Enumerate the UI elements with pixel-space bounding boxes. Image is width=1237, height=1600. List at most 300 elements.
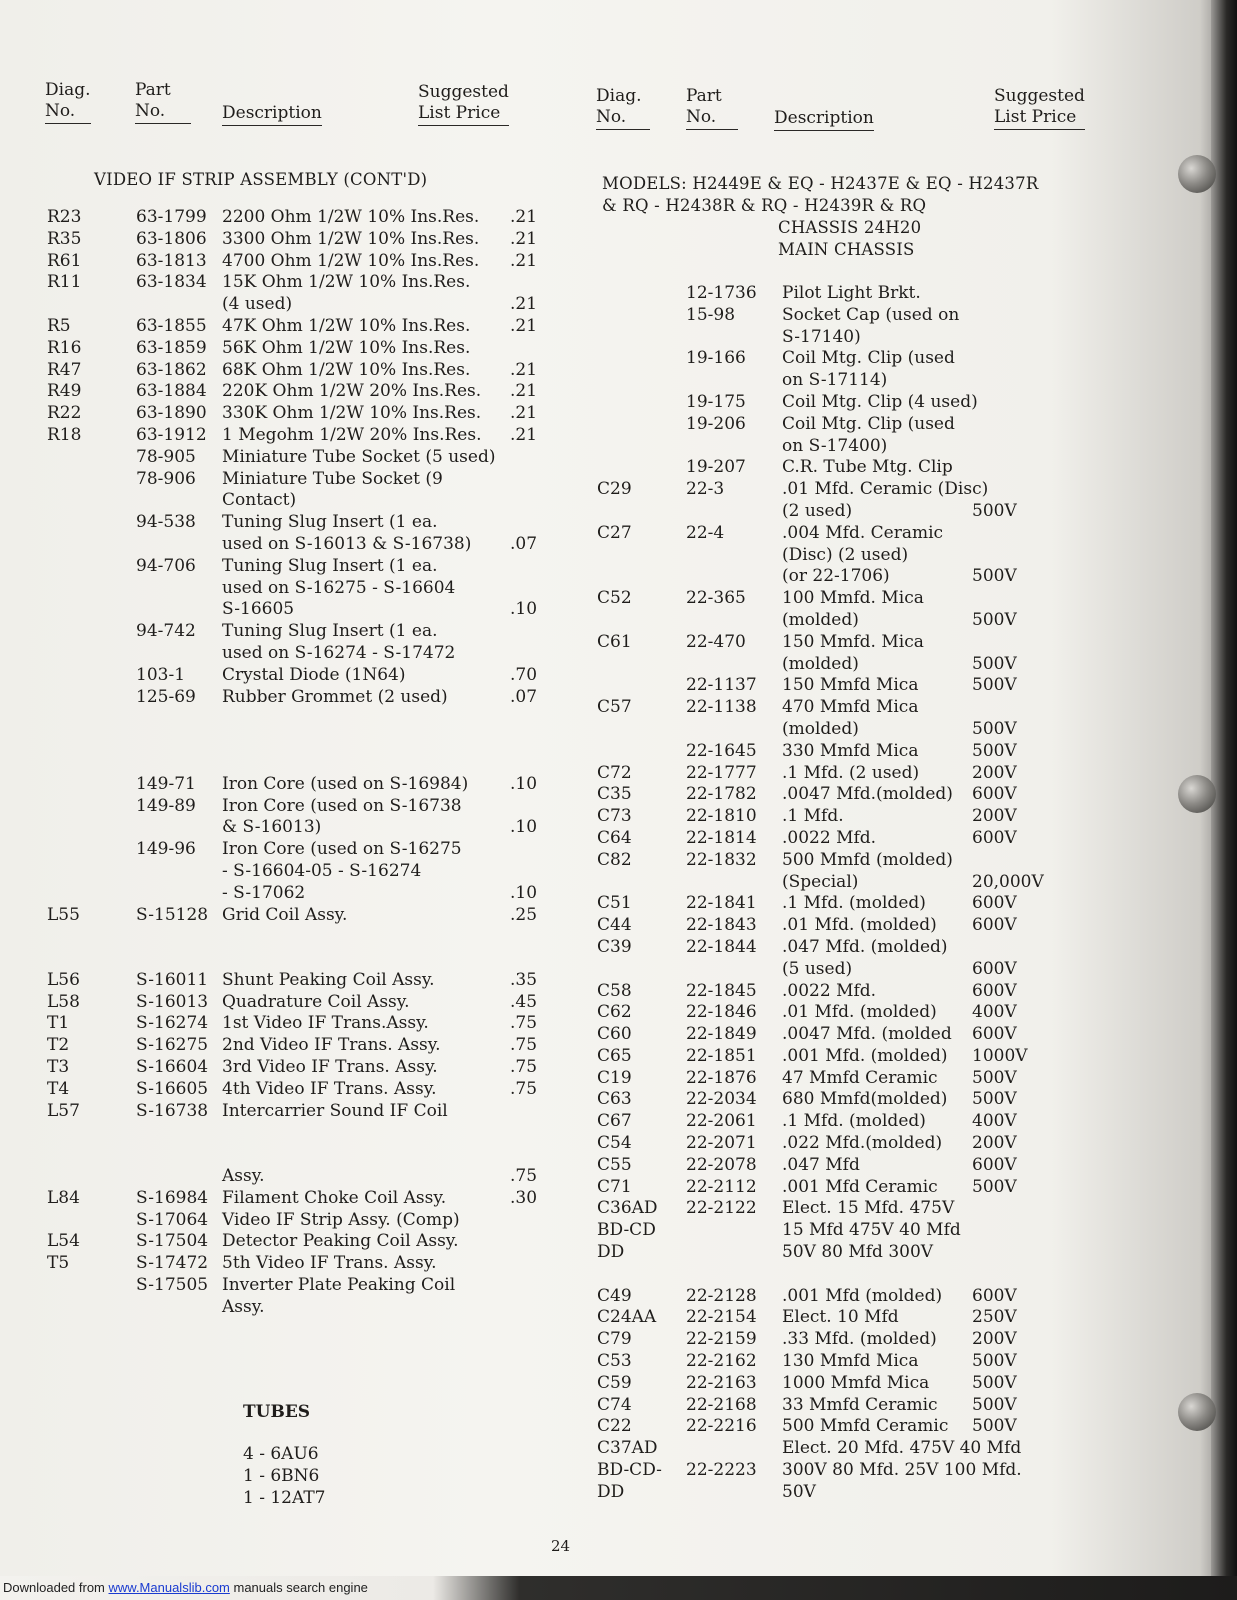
part-no-cell: S-16604 (136, 1057, 209, 1078)
description-cell: (molded) (782, 609, 859, 630)
voltage-cell: 500V (972, 1372, 1017, 1393)
price-cell: .30 (510, 1187, 538, 1208)
description-cell: (2 used) (782, 500, 853, 521)
description-cell: 150 Mmfd Mica (782, 675, 919, 696)
part-no-cell: 22-1137 (686, 675, 757, 696)
table-row (0, 414, 1100, 436)
chassis-label: CHASSIS 24H20 (778, 218, 922, 237)
diag-no-cell: T3 (47, 1057, 70, 1078)
diag-no-cell: C29 (597, 479, 632, 500)
description-cell: .0047 Mfd. (molded (782, 1024, 952, 1045)
part-no-cell: 63-1862 (136, 359, 207, 380)
voltage-cell: 600V (972, 893, 1017, 914)
description-cell: 130 Mmfd Mica (782, 1351, 919, 1372)
part-no-cell: 63-1912 (136, 424, 207, 445)
table-row (0, 479, 1100, 501)
diag-no-cell: C36AD (597, 1198, 658, 1219)
description-cell: .001 Mfd Ceramic (782, 1176, 938, 1197)
part-no-cell: 22-3 (686, 479, 725, 500)
part-no-cell: 22-1851 (686, 1045, 757, 1066)
price-cell: .21 (510, 250, 538, 271)
description-cell: 5th Video IF Trans. Assy. (222, 1253, 437, 1274)
price-cell: .70 (510, 664, 538, 685)
diag-no-cell: R16 (47, 337, 82, 358)
part-no-header: Part No. (135, 80, 191, 124)
table-row (0, 327, 1100, 349)
part-no-cell: 63-1890 (136, 403, 207, 424)
diag-no-cell: T1 (47, 1013, 70, 1034)
part-no-cell: 22-1814 (686, 827, 757, 848)
part-no-cell: S-16274 (136, 1013, 209, 1034)
description-cell: Coil Mtg. Clip (used (782, 348, 955, 369)
voltage-cell: 600V (972, 1285, 1017, 1306)
table-row (0, 1068, 1100, 1090)
table-row (0, 632, 1100, 654)
diag-no-cell: T2 (47, 1035, 70, 1056)
diag-no-cell: BD-CD- (597, 1460, 662, 1481)
description-cell: Miniature Tube Socket (5 used) (222, 446, 496, 467)
table-row (0, 305, 1100, 327)
price-cell: .21 (510, 228, 538, 249)
voltage-cell: 20,000V (972, 871, 1044, 892)
description-cell: .001 Mfd (molded) (782, 1285, 943, 1306)
description-cell: 3rd Video IF Trans. Assy. (222, 1057, 438, 1078)
tube-item: 1 - 12AT7 (243, 1488, 326, 1508)
price-header: Suggested List Price (418, 82, 509, 126)
table-row (0, 784, 1100, 806)
diag-no-cell: C61 (597, 631, 632, 652)
diag-no-cell: R23 (47, 207, 82, 227)
part-no-cell: 63-1806 (136, 228, 207, 249)
price-cell: .07 (510, 533, 538, 554)
part-no-cell: 63-1813 (136, 250, 207, 271)
description-cell: .1 Mfd. (2 used) (782, 762, 920, 783)
footer-suffix: manuals search engine (229, 1580, 368, 1595)
diag-no-cell: C67 (597, 1111, 632, 1132)
table-row (0, 566, 1100, 588)
price-cell: .21 (510, 424, 538, 445)
part-no-cell: 94-742 (136, 621, 196, 642)
part-no-cell: 22-2071 (686, 1133, 757, 1154)
voltage-cell: 500V (972, 740, 1017, 761)
description-cell: 15K Ohm 1/2W 10% Ins.Res. (222, 272, 471, 293)
price-cell: .35 (510, 969, 538, 990)
diag-no-cell: C49 (597, 1285, 632, 1306)
table-row (0, 981, 1100, 1003)
part-no-cell: 22-1841 (686, 893, 757, 914)
part-no-cell: 22-1844 (686, 936, 757, 957)
part-no-cell: 22-2061 (686, 1111, 757, 1132)
diag-no-cell: C72 (597, 762, 632, 783)
models-line: & RQ - H2438R & RQ - H2439R & RQ (602, 196, 927, 215)
description-cell: - S-17062 (222, 882, 306, 903)
table-row (0, 1351, 1100, 1373)
part-no-cell: 19-207 (686, 457, 746, 478)
diag-no-cell: C35 (597, 784, 632, 805)
table-row (0, 1046, 1100, 1068)
part-no-cell: S-17472 (136, 1253, 209, 1274)
table-row (0, 937, 1100, 959)
price-cell: .07 (510, 686, 538, 707)
table-row (0, 915, 1100, 937)
description-header: Description (222, 103, 322, 126)
voltage-cell: 500V (972, 653, 1017, 674)
part-no-cell: S-17064 (136, 1209, 209, 1230)
description-cell: .33 Mfd. (molded) (782, 1329, 937, 1350)
description-cell: Rubber Grommet (2 used) (222, 686, 448, 707)
table-row (0, 1395, 1100, 1417)
description-cell: Tuning Slug Insert (1 ea. (222, 621, 438, 642)
description-cell: Filament Choke Coil Assy. (222, 1187, 447, 1208)
description-cell: .1 Mfd. (782, 806, 844, 827)
description-cell: used on S-16275 - S-16604 (222, 577, 456, 598)
description-cell: 150 Mmfd. Mica (782, 631, 924, 652)
description-cell: Pilot Light Brkt. (782, 283, 921, 303)
table-row (0, 392, 1100, 414)
description-cell: 2200 Ohm 1/2W 10% Ins.Res. (222, 207, 480, 227)
manualslib-link[interactable]: www.Manualslib.com (108, 1580, 230, 1595)
description-cell: Contact) (222, 490, 297, 511)
binder-hole (1178, 155, 1216, 193)
diag-no-cell: C60 (597, 1024, 632, 1045)
part-no-cell: 22-2223 (686, 1460, 757, 1481)
table-row (0, 370, 1100, 392)
table-row (0, 763, 1100, 785)
table-row (0, 1111, 1100, 1133)
diag-no-cell: C79 (597, 1329, 632, 1350)
description-cell: 1st Video IF Trans.Assy. (222, 1013, 429, 1034)
description-cell: - S-16604-05 - S-16274 (222, 860, 422, 881)
price-cell: .45 (510, 991, 538, 1012)
diag-no-cell: R18 (47, 424, 82, 445)
table-row (0, 1155, 1100, 1177)
part-no-cell: 22-1782 (686, 784, 757, 805)
diag-no-cell: R5 (47, 315, 71, 336)
tube-item: 1 - 6BN6 (243, 1466, 320, 1486)
table-row (0, 1329, 1100, 1351)
description-cell: Grid Coil Assy. (222, 904, 348, 925)
part-no-cell: 22-2078 (686, 1154, 757, 1175)
description-cell: .047 Mfd (782, 1154, 860, 1175)
voltage-cell: 400V (972, 1111, 1017, 1132)
voltage-cell: 600V (972, 827, 1017, 848)
voltage-cell: 500V (972, 1351, 1017, 1372)
part-no-cell: 22-1832 (686, 849, 757, 870)
price-cell: .75 (510, 1057, 538, 1078)
voltage-cell: 200V (972, 1133, 1017, 1154)
table-row (0, 1373, 1100, 1395)
part-no-cell: 22-365 (686, 588, 746, 609)
voltage-cell: 600V (972, 1024, 1017, 1045)
diag-no-cell: R35 (47, 228, 82, 249)
part-no-cell: 125-69 (136, 686, 196, 707)
table-row (0, 610, 1100, 632)
table-row (0, 1416, 1100, 1438)
description-cell: 500 Mmfd Ceramic (782, 1416, 949, 1437)
price-header: Suggested List Price (994, 86, 1085, 130)
diag-no-cell: R49 (47, 381, 82, 402)
part-no-cell: 94-538 (136, 512, 196, 533)
diag-no-cell: C74 (597, 1394, 632, 1415)
price-cell: .75 (510, 1013, 538, 1034)
table-row (0, 893, 1100, 915)
description-cell: Quadrature Coil Assy. (222, 991, 410, 1012)
price-cell: .21 (510, 403, 538, 424)
description-cell: 470 Mmfd Mica (782, 697, 919, 718)
voltage-cell: 500V (972, 500, 1017, 521)
voltage-cell: 500V (972, 675, 1017, 696)
voltage-cell: 500V (972, 718, 1017, 739)
table-row (0, 1242, 1100, 1264)
part-no-cell: 22-1810 (686, 806, 757, 827)
part-no-cell: 63-1855 (136, 315, 207, 336)
diag-no-cell: L57 (47, 1100, 80, 1121)
description-cell: on S-17400) (782, 435, 888, 456)
table-row (0, 719, 1100, 741)
diag-no-cell: DD (597, 1481, 625, 1502)
price-cell: .75 (510, 1035, 538, 1056)
table-row (0, 523, 1100, 545)
voltage-cell: 600V (972, 1154, 1017, 1175)
description-cell: 300V 80 Mfd. 25V 100 Mfd. (782, 1460, 1022, 1481)
table-row (0, 207, 580, 229)
description-cell: (4 used) (222, 294, 293, 315)
description-cell: Crystal Diode (1N64) (222, 664, 406, 685)
part-no-cell: S-16275 (136, 1035, 209, 1056)
part-no-header: Part No. (686, 86, 738, 130)
diag-no-cell: T5 (47, 1253, 70, 1274)
description-cell: Intercarrier Sound IF Coil (222, 1100, 448, 1121)
price-cell: .10 (510, 882, 538, 903)
description-cell: .1 Mfd. (molded) (782, 1111, 926, 1132)
table-row (0, 1089, 1100, 1111)
description-cell: 50V 80 Mfd 300V (782, 1242, 934, 1263)
tubes-title: TUBES (243, 1402, 311, 1422)
part-no-cell: 63-1834 (136, 272, 207, 293)
voltage-cell: 1000V (972, 1045, 1028, 1066)
part-no-cell: 22-1138 (686, 697, 757, 718)
diag-no-cell: C55 (597, 1154, 632, 1175)
price-cell: .25 (510, 904, 538, 925)
table-row (0, 1460, 1100, 1482)
description-cell: Miniature Tube Socket (9 (222, 468, 443, 489)
diag-no-cell: C51 (597, 893, 632, 914)
price-cell: .21 (510, 359, 538, 380)
table-row (0, 675, 1100, 697)
diag-no-cell: C82 (597, 849, 632, 870)
description-cell: 15 Mfd 475V 40 Mfd (782, 1220, 961, 1241)
description-cell: 4700 Ohm 1/2W 10% Ins.Res. (222, 250, 480, 271)
table-row (0, 654, 1100, 676)
diag-no-cell: C39 (597, 936, 632, 957)
diag-no-header: Diag. No. (45, 80, 91, 124)
table-row (0, 741, 1100, 763)
diag-no-cell: C63 (597, 1089, 632, 1110)
description-cell: & S-16013) (222, 817, 322, 838)
diag-no-cell: BD-CD (597, 1220, 656, 1241)
table-row (0, 457, 1100, 479)
table-row (0, 1220, 1100, 1242)
description-cell: Elect. 15 Mfd. 475V (782, 1198, 955, 1219)
part-no-cell: 149-71 (136, 773, 196, 794)
diag-no-cell: T4 (47, 1078, 70, 1099)
description-cell: Video IF Strip Assy. (Comp) (222, 1209, 460, 1230)
diag-no-cell: C62 (597, 1002, 632, 1023)
description-cell: Iron Core (used on S-16275 (222, 839, 462, 860)
part-no-cell: 19-166 (686, 348, 746, 369)
price-cell: .21 (510, 207, 538, 227)
diag-no-cell: C54 (597, 1133, 632, 1154)
diag-no-cell: C52 (597, 588, 632, 609)
part-no-cell: 103-1 (136, 664, 186, 685)
part-no-cell: 22-2112 (686, 1176, 757, 1197)
description-cell: 1 Megohm 1/2W 20% Ins.Res. (222, 424, 482, 445)
table-row (0, 283, 1100, 305)
description-cell: 500 Mmfd (molded) (782, 849, 953, 870)
diag-no-cell: L58 (47, 991, 80, 1012)
price-cell: .10 (510, 817, 538, 838)
description-cell: Shunt Peaking Coil Assy. (222, 969, 435, 990)
description-cell: Elect. 20 Mfd. 475V 40 Mfd (782, 1438, 1022, 1459)
price-cell: .21 (510, 315, 538, 336)
table-row (0, 806, 1100, 828)
part-no-cell: 22-2128 (686, 1285, 757, 1306)
description-cell: .01 Mfd. (molded) (782, 915, 937, 936)
table-row (0, 1133, 1100, 1155)
diag-no-cell: C19 (597, 1067, 632, 1088)
diag-no-cell: C22 (597, 1416, 632, 1437)
description-cell: S-17140) (782, 326, 861, 347)
description-cell: on S-17114) (782, 370, 888, 391)
part-no-cell: 22-2122 (686, 1198, 757, 1219)
description-cell: used on S-16013 & S-16738) (222, 533, 472, 554)
diag-no-cell: C57 (597, 697, 632, 718)
voltage-cell: 400V (972, 1002, 1017, 1023)
description-cell: 4th Video IF Trans. Assy. (222, 1078, 437, 1099)
diag-no-cell: C59 (597, 1372, 632, 1393)
description-cell: (5 used) (782, 958, 853, 979)
voltage-cell: 500V (972, 566, 1017, 587)
voltage-cell: 200V (972, 1329, 1017, 1350)
part-no-cell: S-17505 (136, 1275, 209, 1296)
section-title: VIDEO IF STRIP ASSEMBLY (CONT'D) (94, 170, 428, 189)
description-cell: .001 Mfd. (molded) (782, 1045, 948, 1066)
description-cell: .022 Mfd.(molded) (782, 1133, 943, 1154)
part-no-cell: 22-1845 (686, 980, 757, 1001)
table-row (0, 545, 1100, 567)
table-row (0, 251, 580, 273)
part-no-cell: 22-2154 (686, 1307, 757, 1328)
voltage-cell: 600V (972, 980, 1017, 1001)
part-no-cell: 22-2034 (686, 1089, 757, 1110)
description-cell: 1000 Mmfd Mica (782, 1372, 930, 1393)
part-no-cell: 22-1777 (686, 762, 757, 783)
description-cell: 330 Mmfd Mica (782, 740, 919, 761)
table-row (0, 1002, 1100, 1024)
part-no-cell: 149-96 (136, 839, 196, 860)
price-cell: .21 (510, 381, 538, 402)
description-cell: Coil Mtg. Clip (used (782, 413, 955, 434)
binder-hole (1178, 775, 1216, 813)
part-no-cell: 63-1859 (136, 337, 207, 358)
part-no-cell: 22-1846 (686, 1002, 757, 1023)
part-no-cell: 63-1884 (136, 381, 207, 402)
diag-no-cell: DD (597, 1242, 625, 1263)
price-cell: .75 (510, 1078, 538, 1099)
part-no-cell: 12-1736 (686, 283, 757, 303)
description-cell: used on S-16274 - S-17472 (222, 642, 456, 663)
models-heading (602, 173, 1038, 261)
description-cell: 100 Mmfd. Mica (782, 588, 924, 609)
description-cell: 2nd Video IF Trans. Assy. (222, 1035, 441, 1056)
part-no-cell: 149-89 (136, 795, 196, 816)
description-cell: Assy. (222, 1296, 265, 1317)
description-cell: Assy. (222, 1166, 265, 1187)
description-cell: .004 Mfd. Ceramic (782, 522, 944, 543)
description-cell: .01 Mfd. Ceramic (Disc) (782, 479, 989, 500)
part-no-cell: S-16013 (136, 991, 209, 1012)
part-no-cell: 19-206 (686, 413, 746, 434)
table-row (0, 1438, 1100, 1460)
diag-no-cell: C27 (597, 522, 632, 543)
description-cell: Tuning Slug Insert (1 ea. (222, 555, 438, 576)
diag-no-header: Diag. No. (596, 86, 650, 130)
table-row (0, 501, 1100, 523)
download-footer (0, 1576, 1237, 1600)
table-row (0, 1024, 1100, 1046)
description-cell: .0047 Mfd.(molded) (782, 784, 953, 805)
description-cell: Socket Cap (used on (782, 304, 960, 325)
table-row (0, 1177, 1100, 1199)
part-no-cell: 22-2159 (686, 1329, 757, 1350)
description-cell: 220K Ohm 1/2W 20% Ins.Res. (222, 381, 482, 402)
diag-no-cell: L55 (47, 904, 80, 925)
part-no-cell: 22-4 (686, 522, 725, 543)
description-cell: 3300 Ohm 1/2W 10% Ins.Res. (222, 228, 480, 249)
table-row (0, 1198, 1100, 1220)
table-row (0, 828, 1100, 850)
description-cell: Iron Core (used on S-16738 (222, 795, 462, 816)
part-no-cell: 22-2168 (686, 1394, 757, 1415)
voltage-cell: 600V (972, 915, 1017, 936)
price-cell: .10 (510, 773, 538, 794)
description-cell: 33 Mmfd Ceramic (782, 1394, 938, 1415)
voltage-cell: 500V (972, 609, 1017, 630)
voltage-cell: 500V (972, 1067, 1017, 1088)
voltage-cell: 500V (972, 1394, 1017, 1415)
description-cell: (Disc) (2 used) (782, 544, 909, 565)
description-cell: Inverter Plate Peaking Coil (222, 1275, 456, 1296)
diag-no-cell: R61 (47, 250, 82, 271)
table-row (0, 436, 1100, 458)
part-no-cell: 15-98 (686, 304, 736, 325)
voltage-cell: 600V (972, 784, 1017, 805)
part-no-cell: 78-905 (136, 446, 196, 467)
description-cell: Coil Mtg. Clip (4 used) (782, 391, 978, 412)
description-cell: Elect. 10 Mfd (782, 1307, 899, 1328)
description-cell: (Special) (782, 871, 859, 892)
models-line: MODELS: H2449E & EQ - H2437E & EQ - H2437R (602, 174, 1039, 193)
main-chassis-label: MAIN CHASSIS (778, 240, 915, 259)
description-cell: .047 Mfd. (molded) (782, 936, 948, 957)
part-no-cell: 22-1849 (686, 1024, 757, 1045)
part-no-cell: S-15128 (136, 904, 209, 925)
table-row (0, 1482, 1100, 1504)
table-row (0, 1307, 1100, 1329)
voltage-cell: 500V (972, 1416, 1017, 1437)
part-no-cell: 22-1843 (686, 915, 757, 936)
diag-no-cell: C24AA (597, 1307, 657, 1328)
